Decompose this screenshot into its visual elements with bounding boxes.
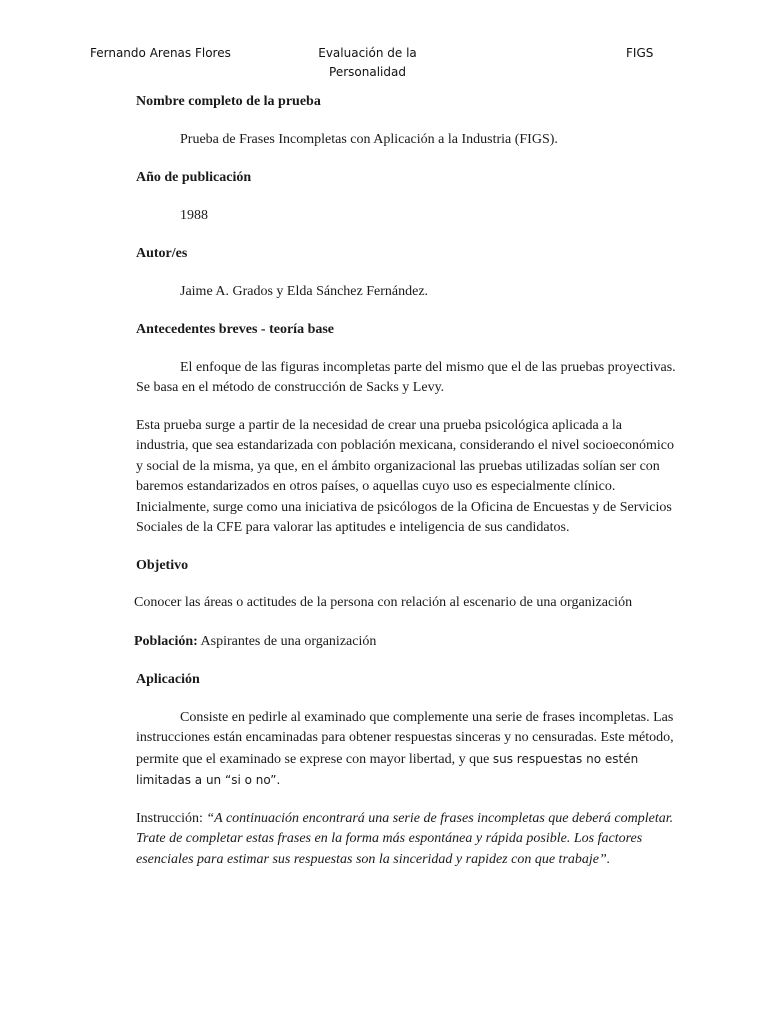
name-heading: Nombre completo de la prueba <box>136 94 321 109</box>
header-author: Fernando Arenas Flores <box>90 46 231 60</box>
application-heading: Aplicación <box>136 672 200 687</box>
header-course-line1: Evaluación de la <box>318 46 417 60</box>
header-code: FIGS <box>626 46 654 60</box>
name-text: Prueba de Frases Incompletas con Aplicación a la Industria (FIGS). <box>180 131 558 147</box>
year-text: 1988 <box>180 207 208 223</box>
background-paragraph-2: Esta prueba surge a partir de la necesidad de crear una prueba psicológica aplicada a la industria, que sea estandarizada con población mexicana, considerando el nivel socioeconómico y social de la misma, ya que, en el ámbito organizacional las pruebas utilizadas solían ser con baremos estandarizados en otros países, o aquellas cuyo uso es especialmente clínico. Inicialmente, surge como una iniciativa de psicólogos de la Oficina de Encuestas y de Servicios Sociales de la CFE para valorar las aptitudes e inteligencia de sus candidatos. <box>136 417 675 535</box>
population-line <box>134 632 676 653</box>
instruction-paragraph <box>136 809 676 871</box>
population-text: Aspirantes de una organización <box>197 633 377 649</box>
instruction-label: Instrucción: <box>136 810 207 826</box>
background-heading: Antecedentes breves - teoría base <box>136 322 335 337</box>
header-course <box>300 44 435 82</box>
authors-text: Jaime A. Grados y Elda Sánchez Fernández. <box>180 283 429 299</box>
population-label: Población: <box>134 633 198 649</box>
objective-heading: Objetivo <box>136 557 189 573</box>
application-text-tail: sus respuestas no estén limitadas a un “si o no”. <box>136 751 639 787</box>
instruction-text: “A continuación encontrará una serie de frases incompletas que deberá completar. Trate de completar estas frases en la forma más espontánea y rápida posible. Los factores esenciales para estimar sus respuestas son la sinceridad y rapidez con que trabaje”. <box>136 810 674 867</box>
header-course-line2: Personalidad <box>329 65 406 79</box>
document-body <box>136 92 676 870</box>
authors-heading: Autor/es <box>136 246 188 261</box>
application-paragraph <box>136 708 676 792</box>
background-paragraph-1: El enfoque de las figuras incompletas parte del mismo que el de las pruebas proyectivas. Se basa en el método de construcción de Sacks y Levy. <box>136 359 676 395</box>
application-text: Consiste en pedirle al examinado que complemente una serie de frases incompletas. Las instrucciones están encaminadas para obtener respuestas sinceras y no censuradas. Este método, permite que el examinado se exprese con mayor libertad, y que <box>136 709 674 767</box>
objective-text: Conocer las áreas o actitudes de la persona con relación al escenario de una organización <box>134 595 633 610</box>
year-heading: Año de publicación <box>136 170 252 185</box>
